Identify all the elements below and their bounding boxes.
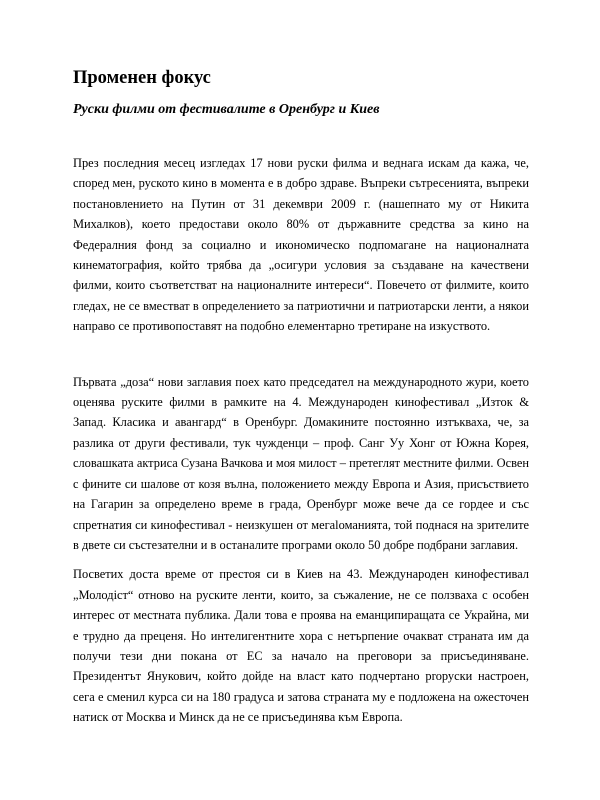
paragraph-3: Посветих доста време от престоя си в Киев на 43. Международен кинофестивал „Молодіст“ отново на руските ленти, които, за съжаление, не се ползваха с особен интерес от местната публика. Дали това е проява на еманципиращата се Украйна, ми е трудно да преценя. Но интелигентните хора с нетърпение очакват страната им да получи тези дни покана от ЕС за начало на преговори за присъединяване. Президентът Янукович, който дойде на власт като подчертано proруски настроен, сега е сменил курса си на 180 градуса и затова страната му е подложена на ожесточен натиск от Москва и Минск да не се присъединява към Европа. — [73, 567, 529, 725]
document-page — [73, 67, 529, 728]
paragraph-1: През последния месец изгледах 17 нови руски филма и веднага искам да кажа, че, според мен, руското кино в момента е в добро здраве. Въпреки сътресенията, въпреки постановлението на Путин от 31 декември 2009 г. (нашепнато му от Никита Михалков), което предостави около 80% от държавните средства за кино на Федералния фонд за социално и икономическо подпомагане на националната кинематография, който трябва да „осигури условия за създаване на качествени филми, които съответстват на националните интереси“. Повечето от филмите, които гледах, не се вместват в определението за патриотични и патриотарски ленти, а някои направо се противопоставят на подобно елементарно третиране на изкуството. — [73, 156, 529, 334]
page-title: Променен фокус — [73, 68, 211, 88]
paragraph-2: Първата „доза“ нови заглавия поех като председател на международното жури, което оценява руските филми в рамките на 4. Международен кинофестивал „Изток & Запад. Класика и авангард“ в Оренбург. Домакините постоянно изтъкваха, че, за разлика от други фестивали, тук чужденци – проф. Санг Уу Хонг от Южна Корея, словашката актриса Сузана Вачкова и моя милост – претеглят местните филми. Освен с фините си шалове от козя вълна, положението между Европа и Азия, присъствието на Гагарин за определено време в града, Оренбург може вече да се гордее и със спретнатия си кинофестивал - неизкушен от мегalоманията, той поднася на зрителите в двете си състезателни и в останалите програми около 50 добре подбрани заглавия. — [73, 374, 529, 552]
page-subtitle: Руски филми от фестивалите в Оренбург и Киев — [73, 102, 380, 117]
